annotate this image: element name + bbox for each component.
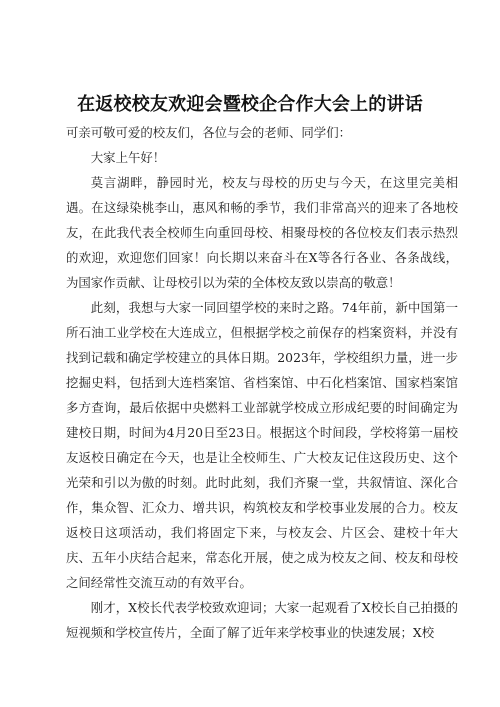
body-paragraph: 此刻，我想与大家一同回望学校的来时之路。74年前，新中国第一所石油工业学校在大连成立，但根据学校之前保存的档案资料，并没有找到记载和确定学校建立的具体日期。2023年，学校组织力量，进一步挖掘史料，包括到大连档案馆、省档案馆、中石化档案馆、国家档案馆多方查询，最后依据中央燃料工业部就学校成立形成纪要的时间确定为建校日期，时间为4月20日至23日。根据这个时间段，学校将第一届校友返校日确定在今天，也是让全校师生、广大校友记住这段历史、这个光荣和引以为傲的时刻。此时此刻，我们齐聚一堂，共叙情谊、深化合作，集众智、汇众力、增共识，构筑校友和学校事业发展的合力。校友返校日这项活动，我们将固定下来，与校友会、片区会、建校十年大庆、五年小庆结合起来，常态化开展，使之成为校友之间、校友和母校之间经常性交流互动的有效平台。: [66, 300, 458, 590]
document-body: [66, 120, 458, 645]
document-title: 在返校校友欢迎会暨校企合作大会上的讲话: [77, 94, 423, 115]
body-paragraph: 刚才，X校长代表学校致欢迎词；大家一起观看了X校长自己拍摄的短视频和学校宣传片，全面了解了近年来学校事业的快速发展；X校: [66, 600, 458, 640]
body-paragraph: 莫言湖畔，静园时光，校友与母校的历史与今天，在这里完美相遇。在这绿染桃李山，惠风和畅的季节，我们非常高兴的迎来了各地校友，在此我代表全校师生向重回母校、相聚母校的各位校友们表示热烈的欢迎，欢迎您们回家！向长期以来奋斗在X等各行各业、各条战线，为国家作贡献、让母校引以为荣的全体校友致以崇高的敬意！: [66, 175, 458, 290]
salutation-line: 可亲可敬可爱的校友们，各位与会的老师、同学们：: [66, 125, 351, 140]
greeting-line: 大家上午好！: [90, 150, 166, 165]
